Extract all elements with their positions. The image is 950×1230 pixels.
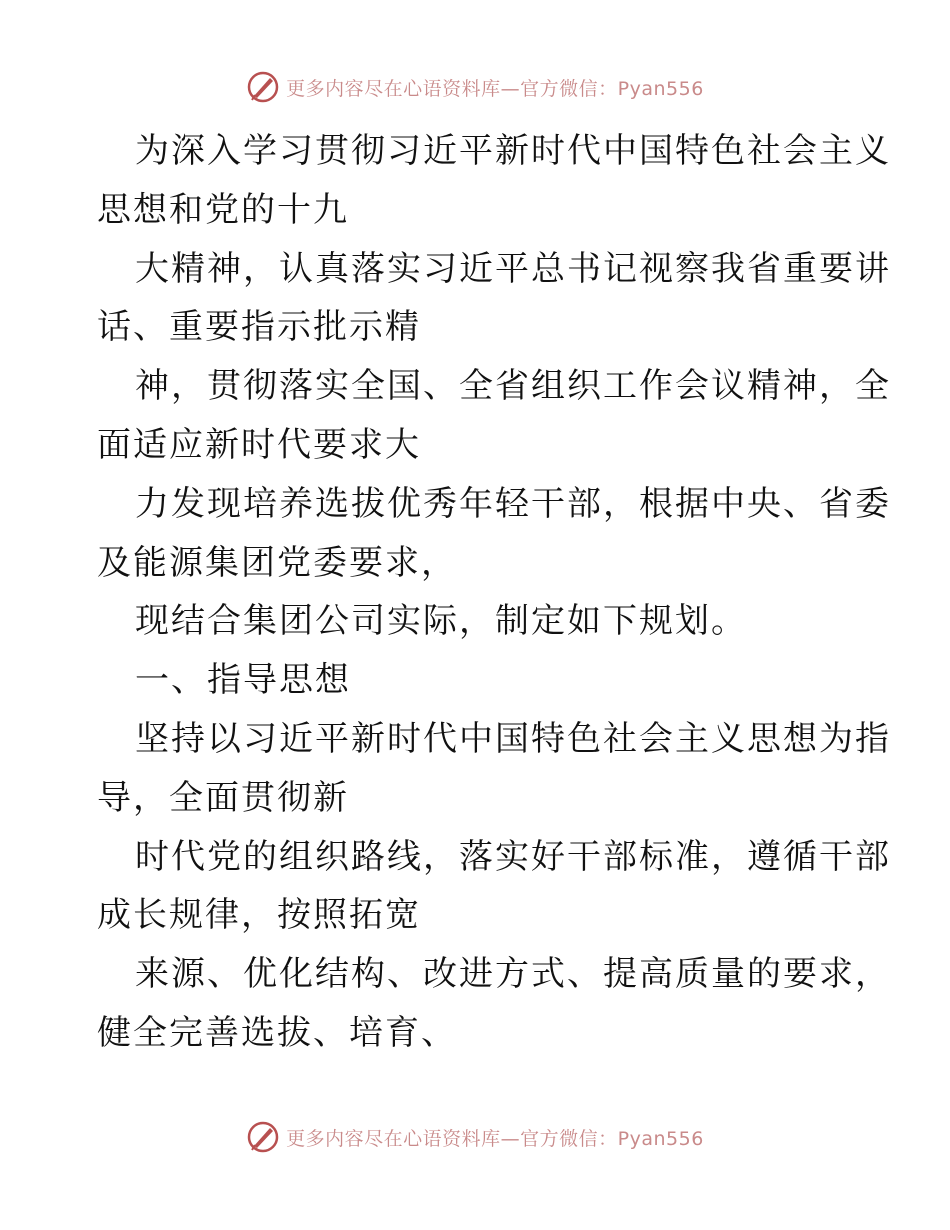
text-line: 面适应新时代要求大 xyxy=(97,424,421,465)
text-line: 为深入学习贯彻习近平新时代中国特色社会主义 xyxy=(135,131,891,171)
header-banner xyxy=(0,70,950,104)
text-line: 时代党的组织路线，落实好干部标准，遵循干部 xyxy=(135,836,891,877)
text-line: 力发现培养选拔优秀年轻干部，根据中央、省委 xyxy=(135,483,891,524)
text-line: 思想和党的十九 xyxy=(97,189,349,230)
text-line: 坚持以习近平新时代中国特色社会主义思想为指 xyxy=(135,718,891,759)
text-line: 导，全面贯彻新 xyxy=(97,777,349,818)
text-line: 现结合集团公司实际，制定如下规划。 xyxy=(135,601,747,642)
document-body xyxy=(97,122,891,1063)
text-line: 一、指导思想 xyxy=(135,660,351,701)
text-line: 来源、优化结构、改进方式、提高质量的要求， xyxy=(135,954,891,995)
text-line: 及能源集团党委要求， xyxy=(97,542,457,583)
text-line: 健全完善选拔、培育、 xyxy=(97,1012,457,1053)
footer-banner xyxy=(0,1120,950,1154)
text-line: 成长规律，按照拓宽 xyxy=(97,895,421,936)
text-line: 大精神，认真落实习近平总书记视察我省重要讲 xyxy=(135,248,891,289)
quill-circle-icon xyxy=(246,70,280,104)
banner-text: 更多内容尽在心语资料库—官方微信：Pyan556 xyxy=(286,77,704,100)
quill-circle-icon xyxy=(246,1120,280,1154)
text-line: 话、重要指示批示精 xyxy=(97,307,421,348)
text-line: 神，贯彻落实全国、全省组织工作会议精神，全 xyxy=(135,366,891,407)
banner-text: 更多内容尽在心语资料库—官方微信：Pyan556 xyxy=(286,1127,704,1150)
